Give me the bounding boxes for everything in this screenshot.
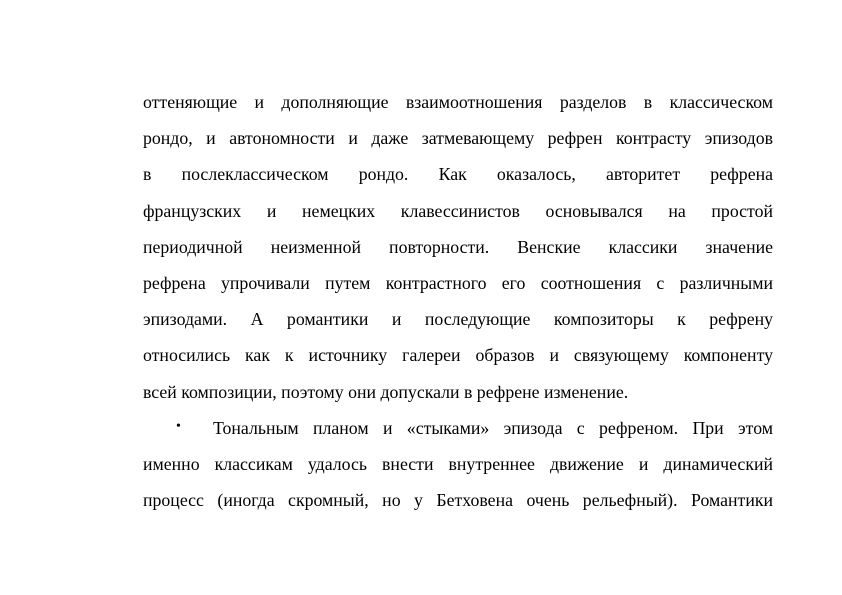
text-line: Тональным планом и «стыками» эпизода с рефреном. При этом <box>213 417 773 438</box>
text-line: рефрена упрочивали путем контрастного его соотношения с различными <box>143 272 773 293</box>
paragraph-2 <box>143 410 773 519</box>
bullet-icon: • <box>176 418 181 434</box>
text-line: именно классикам удалось внести внутреннее движение и динамический <box>143 453 773 474</box>
text-line: эпизодами. А романтики и последующие композиторы к рефрену <box>143 309 773 330</box>
text-line: всей композиции, поэтому они допускали в рефрене изменение. <box>143 381 629 402</box>
text-line: в послеклассическом рондо. Как оказалось, авторитет рефрена <box>143 164 773 185</box>
paragraph-1 <box>143 84 773 410</box>
bullet-list-item <box>143 410 773 446</box>
text-line: процесс (иногда скромный, но у Бетховена очень рельефный). Романтики <box>143 490 773 511</box>
text-line: оттеняющие и дополняющие взаимоотношения разделов в классическом <box>143 92 773 112</box>
body-text <box>143 84 773 518</box>
text-line: французских и немецких клавессинистов основывался на простой <box>143 200 773 221</box>
text-line: рондо, и автономности и даже затмевающему рефрен контрасту эпизодов <box>143 128 773 149</box>
text-line: периодичной неизменной повторности. Венские классики значение <box>143 236 773 257</box>
text-line: относились как к источнику галереи образов и связующему компоненту <box>143 345 773 366</box>
